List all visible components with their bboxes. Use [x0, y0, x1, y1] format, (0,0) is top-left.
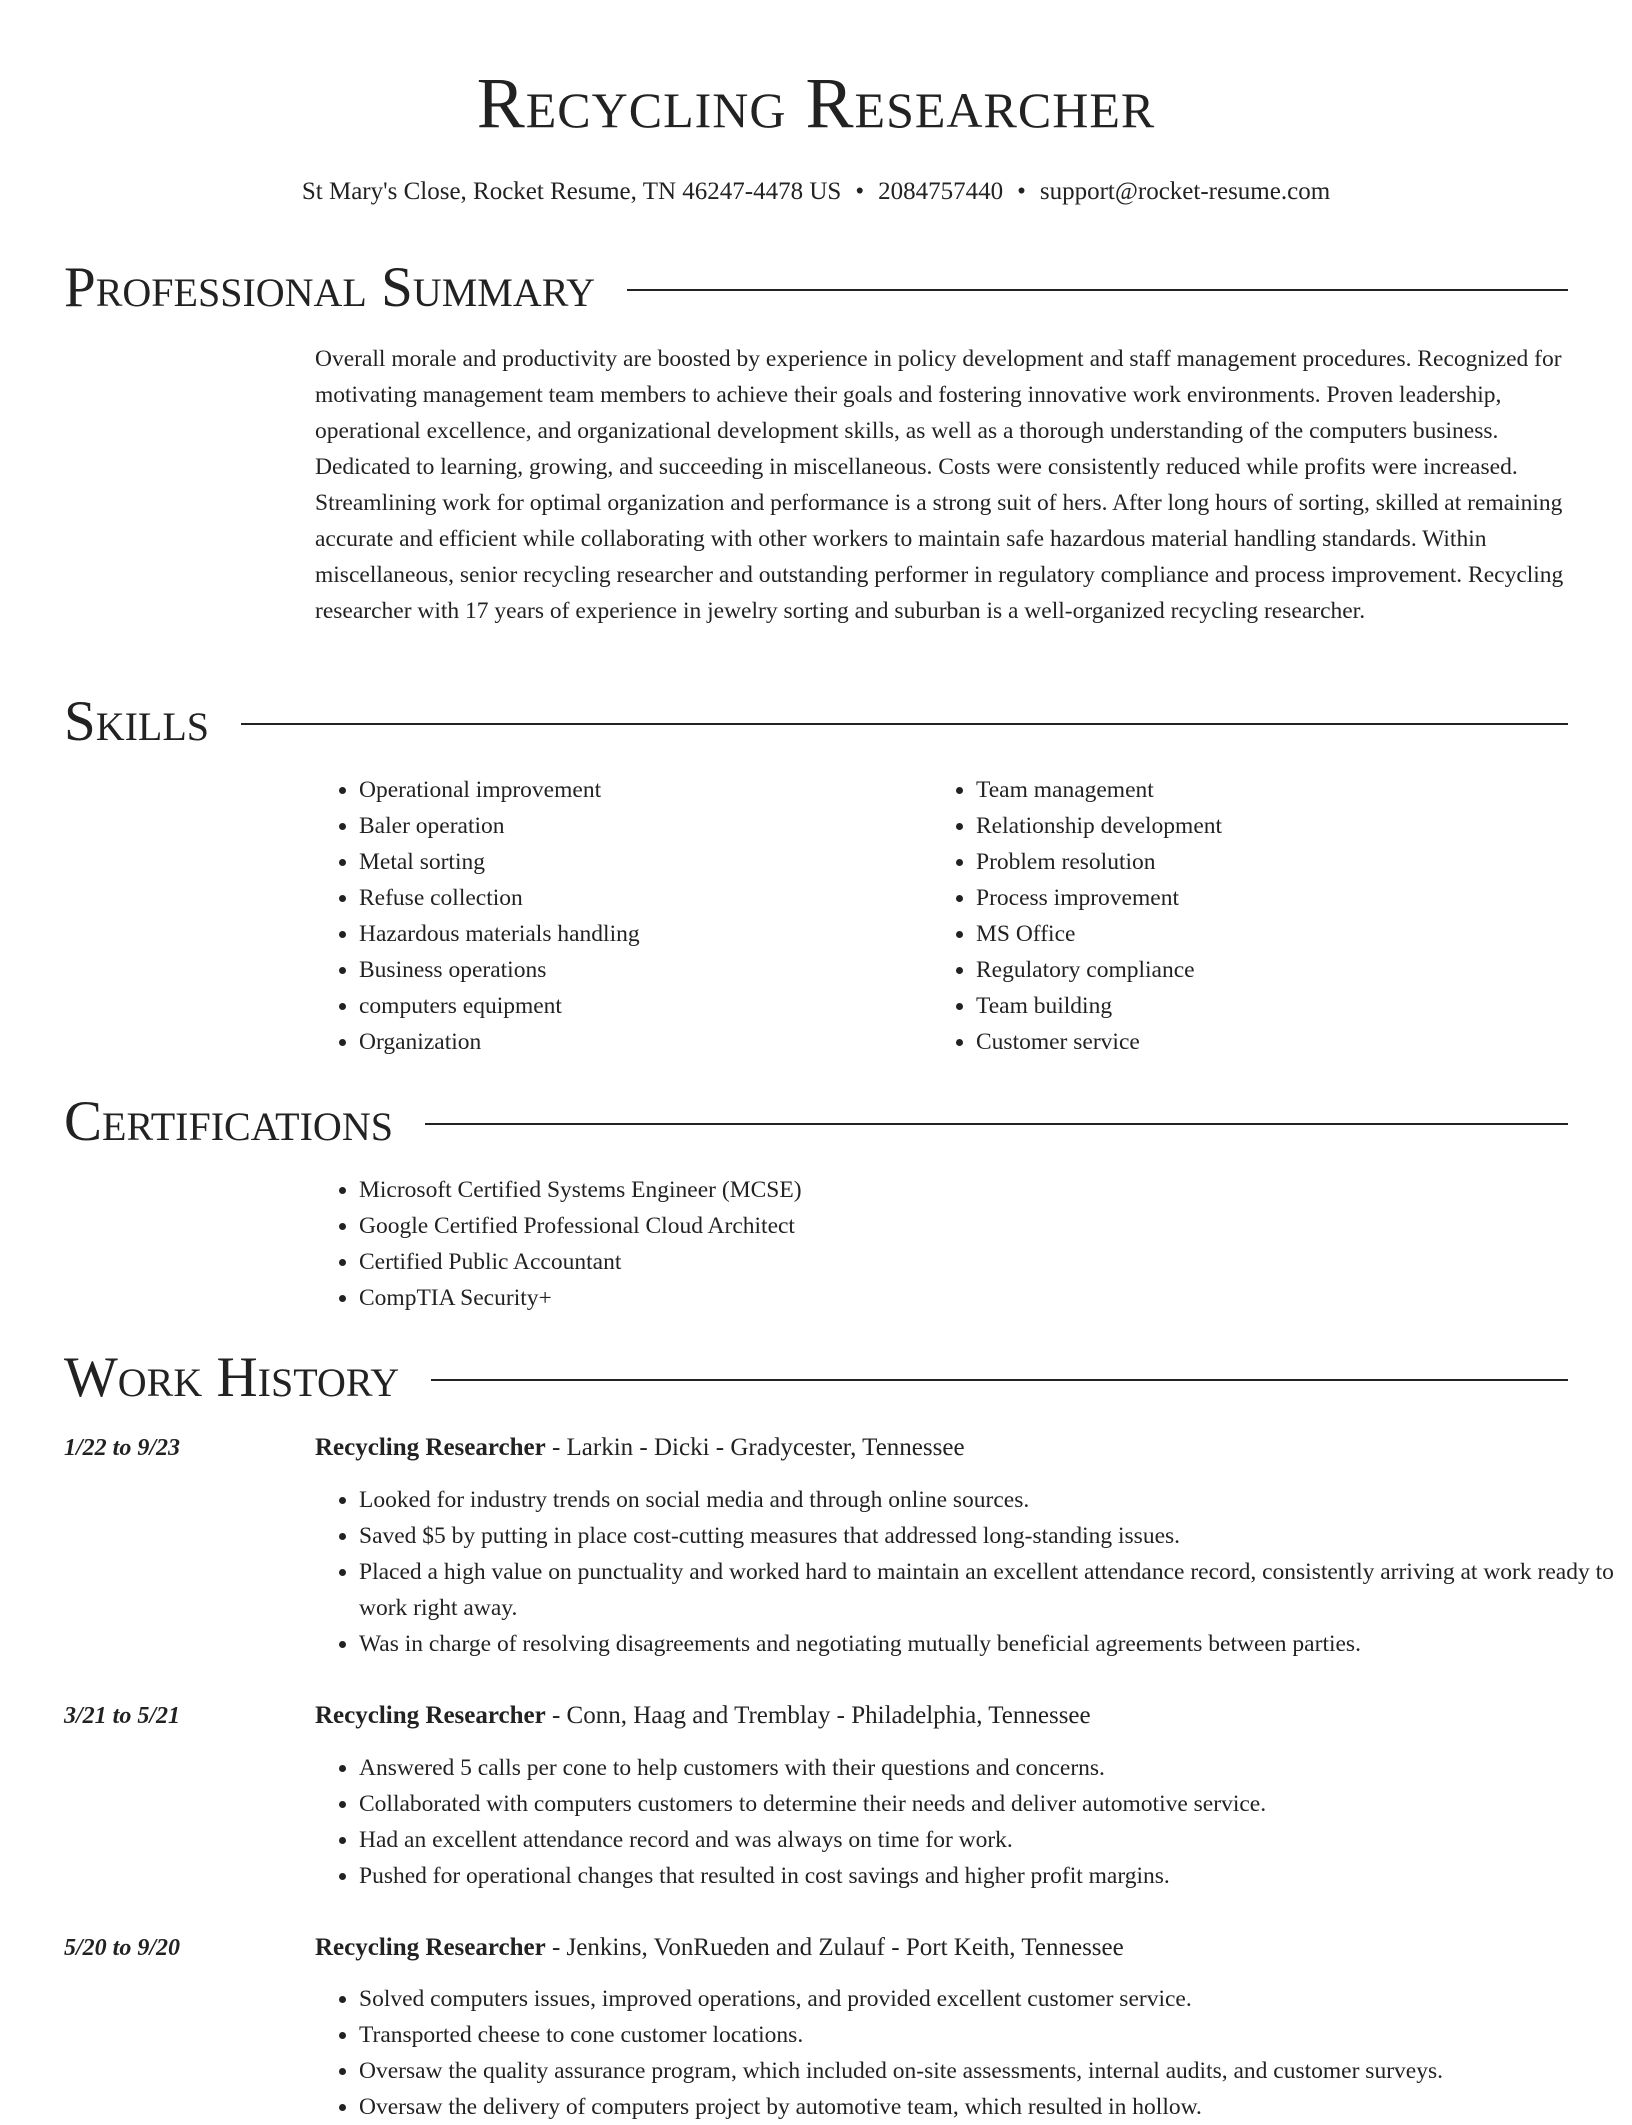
contact-line — [0, 176, 1632, 208]
job-role: Recycling Researcher — [315, 1934, 546, 1961]
skill-item: • Hazardous materials handling — [359, 916, 929, 952]
summary-heading — [64, 256, 1568, 320]
certification-item: • Google Certified Professional Cloud Architect — [359, 1208, 1559, 1244]
certifications-title: Certifications — [64, 1090, 393, 1153]
skill-item: • Business operations — [359, 952, 929, 988]
job-bullet: • Looked for industry trends on social media and through online sources. — [359, 1482, 1614, 1518]
job-title-line — [315, 1699, 1091, 1733]
email: support@rocket-resume.com — [1039, 178, 1331, 205]
job-bullet: • Saved $5 by putting in place cost-cutting measures that addressed long-standing issues. — [359, 1518, 1614, 1554]
job-bullet: • Had an excellent attendance record and was always on time for work. — [359, 1822, 1614, 1858]
job-employer: - Conn, Haag and Tremblay - Philadelphia, Tennessee — [545, 1702, 1091, 1729]
skill-item: • Problem resolution — [976, 844, 1576, 880]
address: St Mary's Close, Rocket Resume, TN 46247-4478 US — [301, 178, 842, 205]
skill-item: • Relationship development — [976, 808, 1576, 844]
skill-item: • Organization — [359, 1024, 929, 1060]
job-bullet: • Transported cheese to cone customer locations. — [359, 2017, 1614, 2053]
certifications-list — [315, 1172, 1559, 1316]
job-bullet: • Answered 5 calls per cone to help customers with their questions and concerns. — [359, 1750, 1614, 1786]
phone: 2084757440 — [878, 178, 1004, 205]
skill-item: • Metal sorting — [359, 844, 929, 880]
job-bullets — [315, 1750, 1614, 1894]
skill-item: • Baler operation — [359, 808, 929, 844]
skill-item: • Customer service — [976, 1024, 1576, 1060]
job-dates: 5/20 to 9/20 — [64, 1935, 181, 1961]
skill-item: • computers equipment — [359, 988, 929, 1024]
section-divider — [627, 289, 1568, 291]
skills-heading — [64, 690, 1568, 754]
job-employer: - Larkin - Dicki - Gradycester, Tennessee — [545, 1434, 965, 1461]
job-bullet: • Collaborated with computers customers to determine their needs and deliver automotive service. — [359, 1786, 1614, 1822]
summary-title: Professional Summary — [64, 256, 596, 319]
separator: • — [1017, 178, 1026, 205]
job-bullet: • Placed a high value on punctuality and worked hard to maintain an excellent attendance record, consistently arriving at work ready to work right away. — [359, 1554, 1614, 1626]
job-employer: - Jenkins, VonRueden and Zulauf - Port Keith, Tennessee — [545, 1934, 1124, 1961]
job-bullet: • Oversaw the delivery of computers project by automotive team, which resulted in hollow. — [359, 2089, 1614, 2125]
work-history-heading — [64, 1346, 1568, 1410]
skills-list-right — [932, 772, 1576, 1060]
skill-item: • Regulatory compliance — [976, 952, 1576, 988]
job-dates: 3/21 to 5/21 — [64, 1703, 181, 1729]
job-dates: 1/22 to 9/23 — [64, 1435, 181, 1461]
job-role: Recycling Researcher — [315, 1702, 546, 1729]
certification-item: • Microsoft Certified Systems Engineer (MCSE) — [359, 1172, 1559, 1208]
certification-item: • CompTIA Security+ — [359, 1280, 1559, 1316]
job-bullets — [315, 1981, 1614, 2125]
section-divider — [241, 723, 1568, 725]
candidate-name: Recycling Researcher — [476, 63, 1156, 143]
skill-item: • Refuse collection — [359, 880, 929, 916]
job-bullet: • Was in charge of resolving disagreements and negotiating mutually beneficial agreements between parties. — [359, 1626, 1614, 1662]
job-role: Recycling Researcher — [315, 1434, 546, 1461]
skills-list-left — [315, 772, 929, 1060]
skill-item: • MS Office — [976, 916, 1576, 952]
job-bullets — [315, 1482, 1614, 1662]
summary-text: Overall morale and productivity are boosted by experience in policy development and staff management procedures. Recognized for motivating management team members to achieve their goals and fostering innovative work environments. Proven leadership, operational excellence, and organizational development skills, as well as a thorough understanding of the computers business. Dedicated to learning, growing, and succeeding in miscellaneous. Costs were consistently reduced while profits were increased. Streamlining work for optimal organization and performance is a strong suit of hers. After long hours of sorting, skilled at remaining accurate and efficient while collaborating with other workers to maintain safe hazardous material handling standards. Within miscellaneous, senior recycling researcher and outstanding performer in regulatory compliance and process improvement. Recycling researcher with 17 years of experience in jewelry sorting and suburban is a well-organized recycling researcher. — [315, 346, 1564, 624]
job-bullet: • Oversaw the quality assurance program, which included on-site assessments, internal audits, and customer surveys. — [359, 2053, 1614, 2089]
separator: • — [855, 178, 865, 205]
job-title-line — [315, 1431, 965, 1465]
job-title-line — [315, 1931, 1124, 1965]
work-history-title: Work History — [64, 1346, 400, 1409]
section-divider — [425, 1123, 1568, 1125]
certification-item: • Certified Public Accountant — [359, 1244, 1559, 1280]
skill-item: • Operational improvement — [359, 772, 929, 808]
job-bullet: • Pushed for operational changes that resulted in cost savings and higher profit margins. — [359, 1858, 1614, 1894]
job-bullet: • Solved computers issues, improved operations, and provided excellent customer service. — [359, 1981, 1614, 2017]
certifications-heading — [64, 1090, 1568, 1154]
section-divider — [431, 1379, 1568, 1381]
skill-item: • Team management — [976, 772, 1576, 808]
skill-item: • Team building — [976, 988, 1576, 1024]
skills-title: Skills — [64, 690, 210, 753]
skill-item: • Process improvement — [976, 880, 1576, 916]
